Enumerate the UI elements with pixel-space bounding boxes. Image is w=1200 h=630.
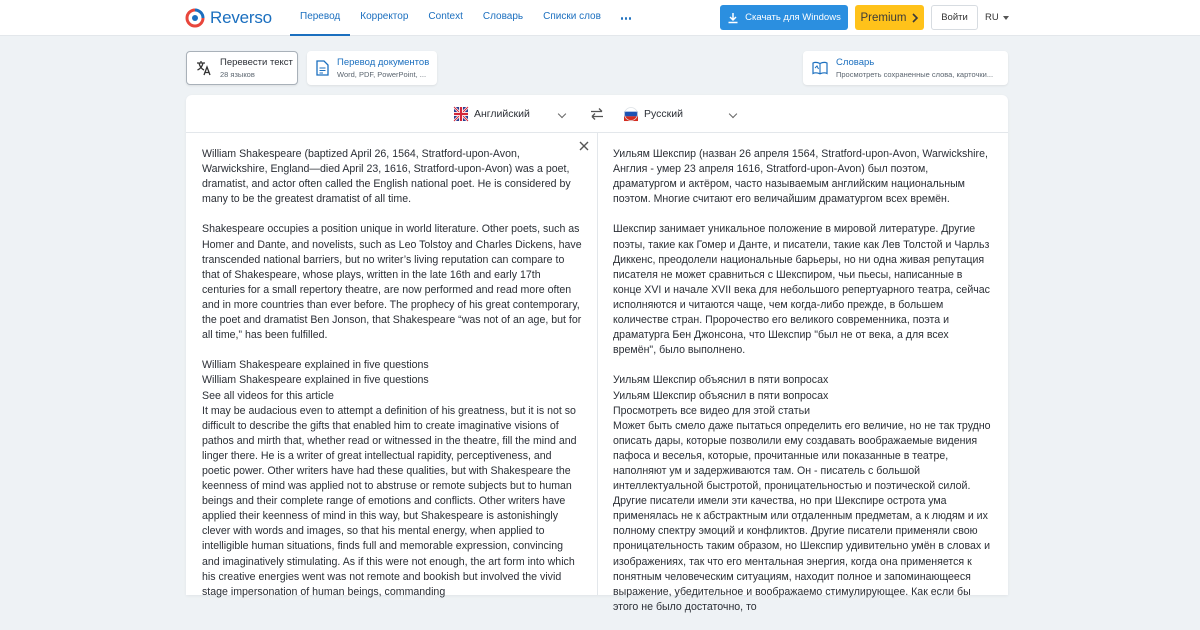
close-icon[interactable] [579, 141, 589, 151]
text-line: Уильям Шекспир объяснил в пяти вопросах [613, 374, 829, 387]
language-bar [186, 95, 1008, 133]
document-icon [316, 60, 329, 76]
logo[interactable] [186, 8, 272, 28]
nav-context[interactable]: Context [428, 11, 463, 22]
caret-down-icon [1003, 16, 1009, 20]
column-divider [597, 133, 598, 595]
text-paragraph [202, 358, 582, 600]
uk-flag-icon [454, 107, 468, 121]
dictionary-book-icon [812, 60, 828, 76]
reverso-logo-icon [186, 9, 204, 27]
download-icon [727, 12, 739, 24]
premium-button[interactable] [855, 5, 924, 30]
translation-text-area [613, 147, 993, 630]
source-text-area[interactable] [202, 147, 582, 615]
text-line: William Shakespeare (baptized April 26, 1564, Stratford-upon-Avon, Warwickshire, England—died April 23, 1616, Stratford-upon-Avon) was a poet, dramatist, and actor often called the English national poet. He is considered by many to be the greatest dramatist of all time. [202, 148, 571, 206]
text-line: William Shakespeare explained in five questions [202, 359, 429, 372]
source-language-label: Английский [474, 108, 530, 120]
text-paragraph [613, 373, 993, 615]
mode-subtitle: Просмотреть сохраненные слова, карточки... [836, 70, 994, 79]
ui-language-select[interactable] [985, 12, 1009, 23]
chevron-down-icon[interactable] [558, 110, 566, 118]
text-line: Шекспир занимает уникальное положение в мировой литературе. Другие поэты, такие как Гомер и Данте, и писатели, такие как Лев Толстой и Чарльз Диккенс, преодолели национальные барьеры, но ни одна живая репутация писателя не может сравниться с Шекспиром, чьи пьесы, написанные в конце XVI и начале XVII века для небольшого репертуарного театра, сейчас исполняются и читаются чаще, чем когда-либо прежде, в большем количестве стран. Пророчество его великого современника, поэта и драматурга Бен Джонсона, что Шекспир "был не от века, а для всех времён", было выполнено. [613, 223, 990, 357]
mode-title: Перевести текст [220, 57, 293, 68]
text-line: Shakespeare occupies a position unique in world literature. Other poets, such as Homer and Dante, and novelists, such as Leo Tolstoy and Charles Dickens, have transcended national barriers, but no writer’s living reputation can compare to that of Shakespeare, whose plays, written in the late 16th and early 17th centuries for a small repertory theatre, are now performed and read more often and in more countries than ever before. The prophecy of his great contemporary, the poet and dramatist Ben Jonson, that Shakespeare “was not of an age, but for all time,” has been fulfilled. [202, 223, 582, 342]
download-label: Скачать для Windows [745, 12, 841, 23]
mode-subtitle: 28 языков [220, 70, 255, 79]
text-line: William Shakespeare explained in five questions [202, 374, 429, 387]
text-paragraph [613, 147, 993, 207]
nav-corrector[interactable]: Корректор [360, 11, 409, 22]
target-language-label: Русский [644, 108, 683, 120]
text-line: Уильям Шекспир (назван 26 апреля 1564, Stratford-upon-Avon, Warwickshire, Англия - умер 23 апреля 1616, Stratford-upon-Avon) был поэтом, драматургом и актёром, часто называемым английским национальным поэтом. Многие считают его величайшим драматургом всех времён. [613, 148, 988, 206]
more-menu-icon[interactable] [611, 0, 641, 36]
ui-language-label: RU [985, 12, 999, 23]
mode-translate-text[interactable] [186, 51, 298, 85]
download-windows-button[interactable] [720, 5, 848, 30]
chevron-down-icon[interactable] [729, 110, 737, 118]
mode-title: Словарь [836, 57, 875, 68]
source-language-select[interactable] [454, 107, 530, 121]
chevron-right-icon [911, 13, 919, 23]
translator-panel [186, 95, 1008, 613]
nav-word-lists[interactable]: Списки слов [543, 11, 601, 22]
target-language-select[interactable] [624, 107, 683, 121]
text-line: It may be audacious even to attempt a definition of his greatness, but it is not so difficult to describe the gifts that enabled him to create imaginative visions of pathos and mirth that, whether read or witnessed in the theatre, fill the mind and linger there. He is a writer of great intellectual rapidity, perceptiveness, and poetic power. Other writers have had these qualities, but with Shakespeare the keenness of mind was applied not to abstruse or remote subjects but to human beings and their complete range of emotions and conflicts. Other writers have applied their keenness of mind in this way, but Shakespeare is astonishingly clever with words and images, so that his mental energy, when applied to intelligible human situations, finds full and memorable expression, convincing and imaginatively stimulating. As if this were not enough, the art form into which his creative energies went was not remote and bookish but involved the vivid stage impersonation of human beings, commanding [202, 404, 577, 598]
russia-flag-icon [624, 107, 638, 121]
text-paragraph [202, 222, 582, 343]
mode-translate-documents[interactable] [307, 51, 437, 85]
text-paragraph [613, 222, 993, 358]
mode-subtitle: Word, PDF, PowerPoint, ... [337, 70, 427, 79]
nav-dictionary[interactable]: Словарь [482, 11, 524, 22]
text-line: See all videos for this article [202, 389, 334, 402]
login-button[interactable]: Войти [931, 5, 978, 30]
main-nav [290, 0, 641, 36]
translate-icon [196, 60, 212, 76]
mode-dictionary[interactable] [803, 51, 1008, 85]
text-line: Может быть смело даже пытаться определить его величие, но не так трудно описать дары, которые позволили ему создавать воображаемые видения пафоса и веселья, которые, прочитанные или показанные в театре, наполняют ум и задерживаются там. Он - писатель с большой интеллектуальной быстротой, проницательностью и поэтической силой. Другие писатели имели эти качества, но при Шекспире острота ума применялась не к абстрактным или отдаленным предметам, а к людям и их полному спектру эмоций и конфликтов. Другие писатели применяли свою проницательность таким образом, но Шекспир удивительно умён в словах и изображениях, так что его ментальная энергия, когда она применяется к понятным человеческим ситуациям, находит полное и запоминающееся выражение, убедительное и воображаемо стимулирующее. Как если бы этого не было достаточно, то [613, 419, 991, 613]
premium-label: Premium [860, 11, 907, 24]
nav-translation[interactable]: Перевод [290, 0, 350, 36]
mode-title: Перевод документов [337, 57, 430, 68]
logo-text: Reverso [210, 8, 272, 27]
top-navigation-bar [0, 0, 1200, 36]
swap-languages-icon[interactable] [590, 107, 604, 121]
text-line: Просмотреть все видео для этой статьи [613, 404, 811, 417]
text-paragraph [202, 147, 582, 207]
text-line: Уильям Шекспир объяснил в пяти вопросах [613, 389, 829, 402]
